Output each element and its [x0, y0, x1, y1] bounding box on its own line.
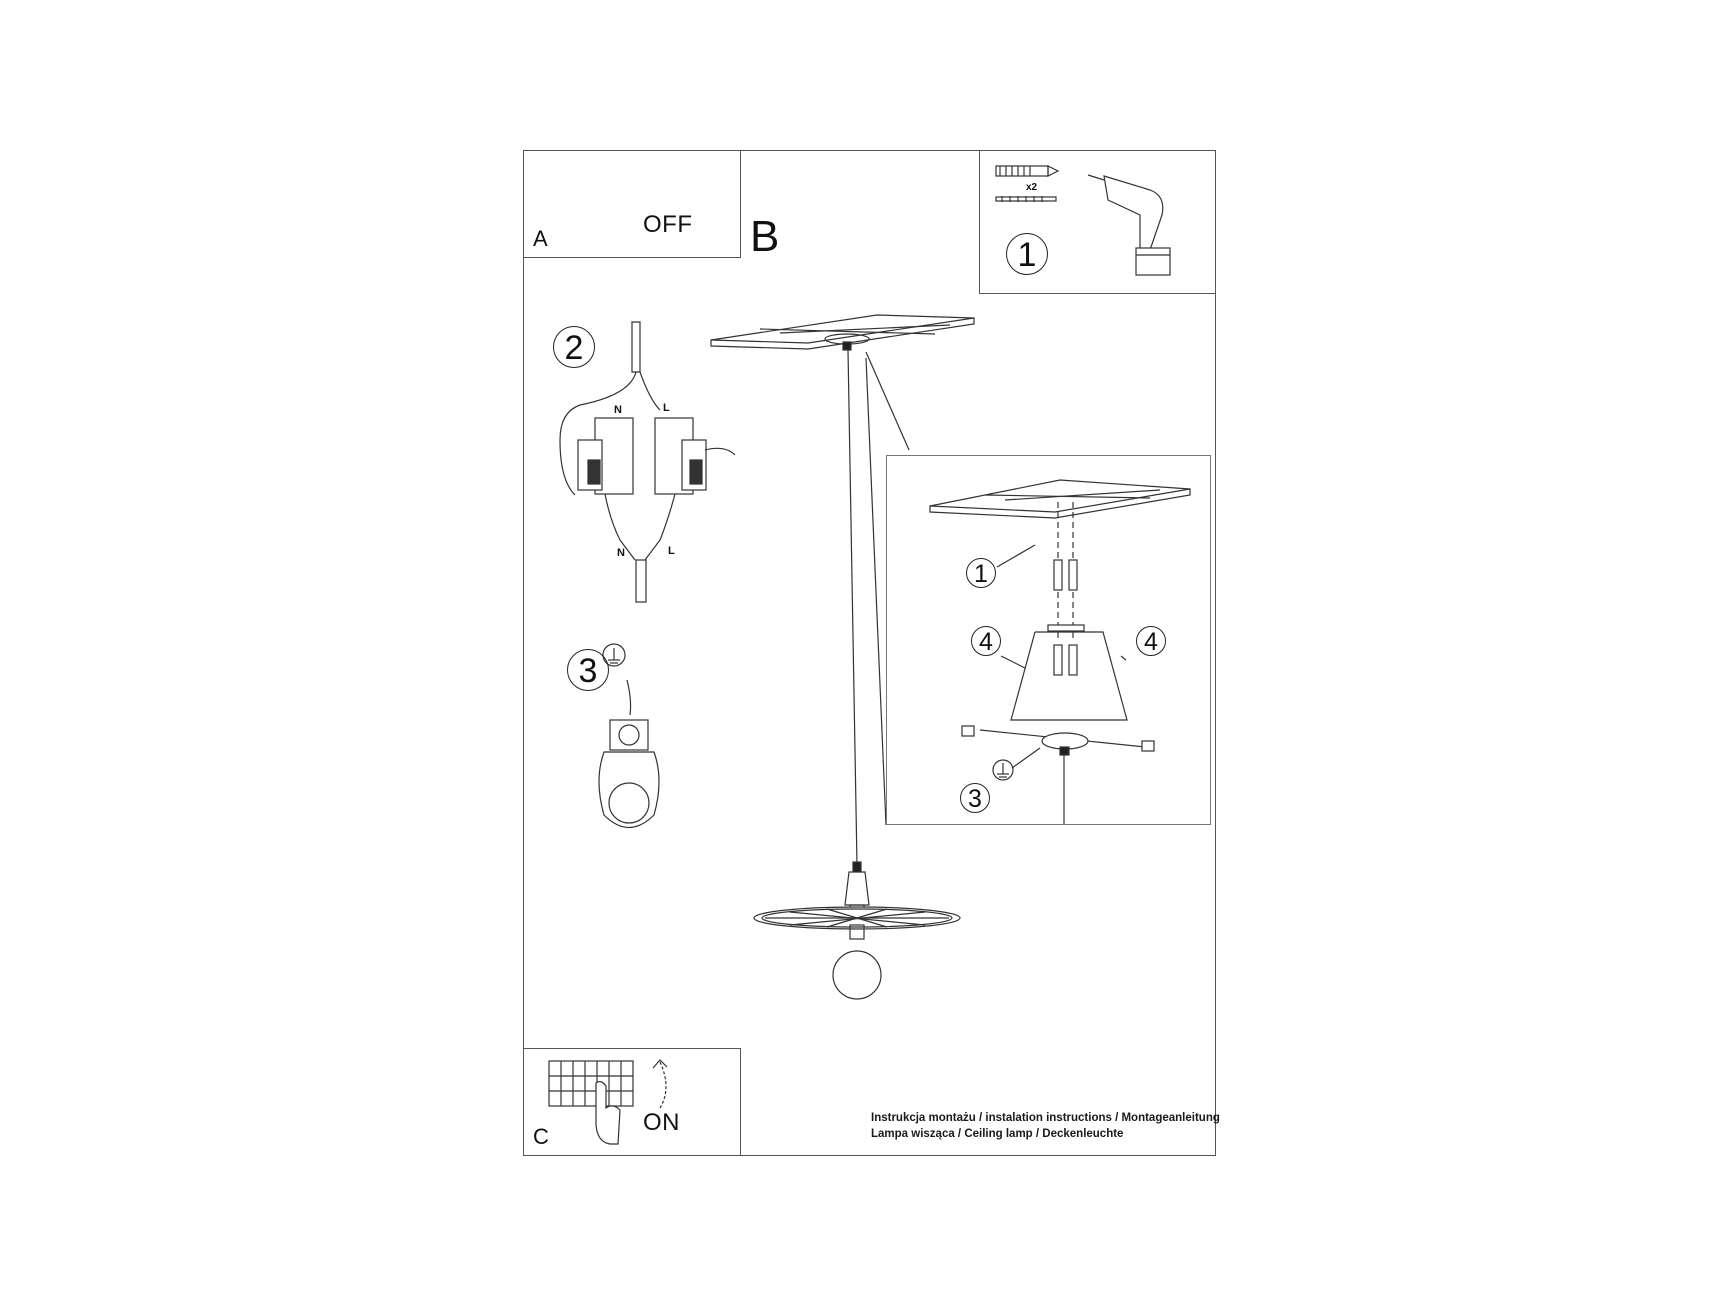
quantity-label: x2 [1026, 182, 1038, 193]
detail-step-4-badge-left: 4 [971, 626, 1001, 656]
live-label-top: L [663, 402, 670, 414]
step-3-badge: 3 [567, 649, 609, 691]
bulb [833, 925, 881, 999]
panel-c-letter: C [533, 1124, 549, 1149]
disc-shade [754, 907, 960, 929]
on-label: ON [643, 1109, 680, 1136]
neutral-label-bottom: N [617, 547, 625, 559]
pendant-cord [848, 350, 857, 865]
detail-step-3-badge: 3 [960, 783, 990, 813]
caption-line-2: Lampa wisząca / Ceiling lamp / Deckenleuchte [871, 1128, 1124, 1140]
panel-c-power-on [523, 1048, 741, 1156]
step-2-badge: 2 [553, 326, 595, 368]
step-1-badge: 1 [1006, 233, 1048, 275]
off-label: OFF [643, 211, 693, 238]
detail-step-1-badge: 1 [966, 558, 996, 588]
panel-a-letter: A [533, 226, 548, 251]
panel-b-letter: B [750, 212, 780, 261]
panel-a-power-off [523, 150, 741, 258]
neutral-label-top: N [614, 404, 622, 416]
lamp-holder [845, 862, 869, 913]
ceiling-plate [711, 315, 974, 350]
panel-tools [979, 150, 1216, 294]
caption-line-1: Instrukcja montażu / instalation instructions / Montageanleitung [871, 1112, 1220, 1124]
live-label-bottom: L [668, 545, 675, 557]
detail-step-4-badge-right: 4 [1136, 626, 1166, 656]
